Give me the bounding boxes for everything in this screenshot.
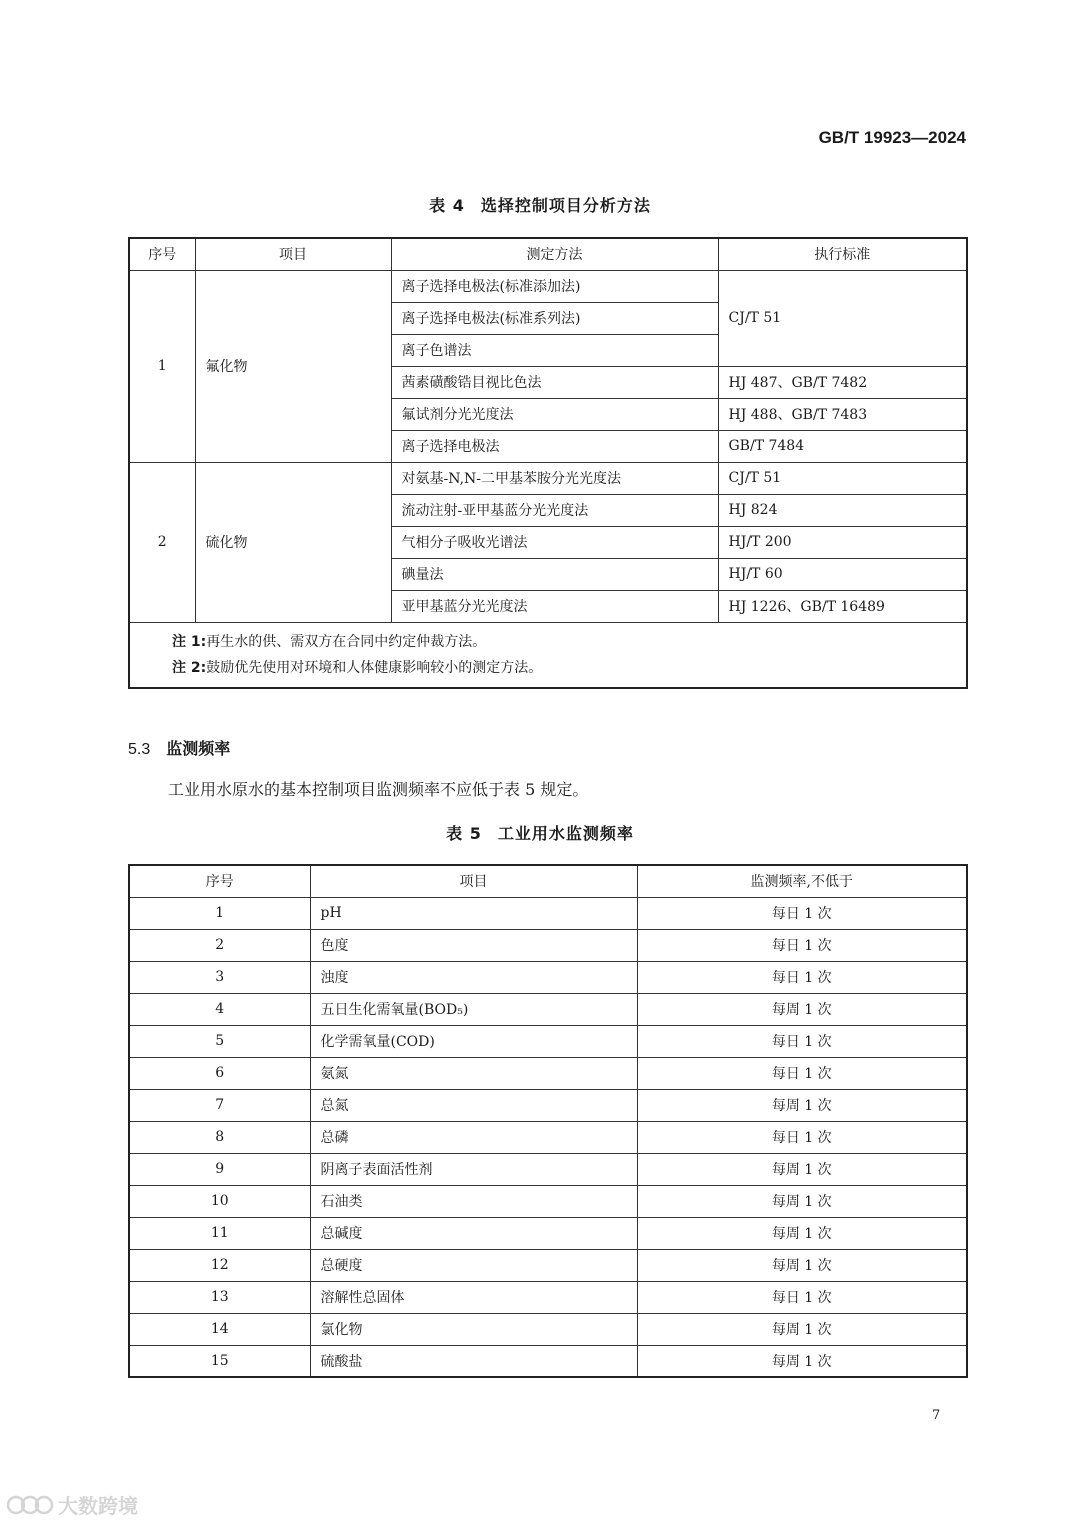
table-row [129,1025,967,1057]
frequency-cell: 每日 1 次 [637,961,967,993]
note-label: 注 2: [172,659,207,676]
frequency-cell: 每周 1 次 [637,1345,967,1377]
item-name: 溶解性总固体 [310,1281,637,1313]
standard-cell: CJ/T 51 [718,270,967,366]
page-number: 7 [932,1408,941,1423]
column-header: 序号 [129,238,195,270]
table4-caption-number: 表 4 [429,196,465,215]
watermark-logo-icon [6,1493,54,1517]
row-number: 10 [129,1185,310,1217]
table-row [129,1153,967,1185]
section-paragraph: 工业用水原水的基本控制项目监测频率不应低于表 5 规定。 [168,780,589,799]
table-row [129,1345,967,1377]
standard-cell: HJ 824 [718,494,967,526]
standard-cell: GB/T 7484 [718,430,967,462]
item-name: 硫化物 [195,462,391,622]
item-name: 阴离子表面活性剂 [310,1153,637,1185]
item-name: 总磷 [310,1121,637,1153]
item-name: 氨氮 [310,1057,637,1089]
frequency-cell: 每周 1 次 [637,1153,967,1185]
section-number: 5.3 [128,741,151,758]
table4-caption-title: 选择控制项目分析方法 [480,196,651,215]
table5-body [129,897,967,1377]
row-number: 6 [129,1057,310,1089]
standard-code: GB/T 19923—2024 [818,128,966,147]
frequency-cell: 每周 1 次 [637,1217,967,1249]
method-cell: 离子选择电极法(标准添加法) [391,270,718,302]
method-cell: 亚甲基蓝分光光度法 [391,590,718,622]
method-cell: 离子选择电极法 [391,430,718,462]
column-header: 测定方法 [391,238,718,270]
frequency-cell: 每日 1 次 [637,1281,967,1313]
table-row [129,993,967,1025]
row-number: 15 [129,1345,310,1377]
table4 [128,237,968,689]
table5-caption-title: 工业用水监测频率 [497,824,634,843]
table5-caption-number: 表 5 [446,824,482,843]
table4-notes [129,622,967,688]
frequency-cell: 每周 1 次 [637,1089,967,1121]
row-number: 5 [129,1025,310,1057]
row-number: 1 [129,270,195,462]
table4-note-1 [172,629,924,655]
row-number: 2 [129,462,195,622]
standard-cell: HJ/T 60 [718,558,967,590]
table4-notes-row [129,622,967,688]
item-name: 化学需氧量(COD) [310,1025,637,1057]
method-cell: 离子色谱法 [391,334,718,366]
table-row [129,897,967,929]
table-row [129,1121,967,1153]
column-header: 执行标准 [718,238,967,270]
row-number: 12 [129,1249,310,1281]
table-row [129,1185,967,1217]
table-row [129,1217,967,1249]
frequency-cell: 每日 1 次 [637,1121,967,1153]
frequency-cell: 每周 1 次 [637,993,967,1025]
table5-caption [0,821,1080,844]
standard-cell: HJ/T 200 [718,526,967,558]
note-label: 注 1: [172,633,207,650]
table5-header-row [129,865,967,897]
standard-cell: HJ 1226、GB/T 16489 [718,590,967,622]
column-header: 监测频率,不低于 [637,865,967,897]
row-number: 2 [129,929,310,961]
item-name: 硫酸盐 [310,1345,637,1377]
row-number: 8 [129,1121,310,1153]
method-cell: 碘量法 [391,558,718,590]
method-cell: 离子选择电极法(标准系列法) [391,302,718,334]
table5 [128,864,968,1378]
column-header: 项目 [195,238,391,270]
table-row [129,462,967,494]
item-name: pH [310,897,637,929]
item-name: 石油类 [310,1185,637,1217]
column-header: 项目 [310,865,637,897]
row-number: 14 [129,1313,310,1345]
table-row [129,1057,967,1089]
frequency-cell: 每周 1 次 [637,1249,967,1281]
section-heading [128,736,230,759]
table-row [129,1089,967,1121]
frequency-cell: 每周 1 次 [637,1185,967,1217]
item-name: 色度 [310,929,637,961]
frequency-cell: 每日 1 次 [637,1025,967,1057]
item-name: 总氮 [310,1089,637,1121]
frequency-cell: 每周 1 次 [637,1313,967,1345]
method-cell: 流动注射-亚甲基蓝分光光度法 [391,494,718,526]
standard-cell: HJ 487、GB/T 7482 [718,366,967,398]
row-number: 7 [129,1089,310,1121]
row-number: 9 [129,1153,310,1185]
table-row [129,270,967,302]
column-header: 序号 [129,865,310,897]
item-name: 氯化物 [310,1313,637,1345]
table-row [129,1281,967,1313]
note-text: 再生水的供、需双方在合同中约定仲裁方法。 [206,633,487,650]
note-text: 鼓励优先使用对环境和人体健康影响较小的测定方法。 [206,659,543,676]
standard-cell: HJ 488、GB/T 7483 [718,398,967,430]
method-cell: 茜素磺酸锆目视比色法 [391,366,718,398]
table-row [129,1249,967,1281]
item-name: 浊度 [310,961,637,993]
table-row [129,961,967,993]
method-cell: 气相分子吸收光谱法 [391,526,718,558]
table-row [129,929,967,961]
row-number: 11 [129,1217,310,1249]
table4-caption [0,193,1080,216]
frequency-cell: 每日 1 次 [637,929,967,961]
row-number: 1 [129,897,310,929]
item-name: 总碱度 [310,1217,637,1249]
row-number: 4 [129,993,310,1025]
method-cell: 对氨基-N,N-二甲基苯胺分光光度法 [391,462,718,494]
section-title: 监测频率 [166,739,231,758]
frequency-cell: 每日 1 次 [637,1057,967,1089]
item-name: 总硬度 [310,1249,637,1281]
standard-cell: CJ/T 51 [718,462,967,494]
watermark-text: 大数跨境 [58,1494,138,1518]
item-name: 五日生化需氧量(BOD₅) [310,993,637,1025]
table4-note-2 [172,655,924,681]
row-number: 13 [129,1281,310,1313]
method-cell: 氟试剂分光光度法 [391,398,718,430]
watermark [6,1490,138,1519]
table4-header-row [129,238,967,270]
item-name: 氟化物 [195,270,391,462]
frequency-cell: 每日 1 次 [637,897,967,929]
row-number: 3 [129,961,310,993]
table-row [129,1313,967,1345]
